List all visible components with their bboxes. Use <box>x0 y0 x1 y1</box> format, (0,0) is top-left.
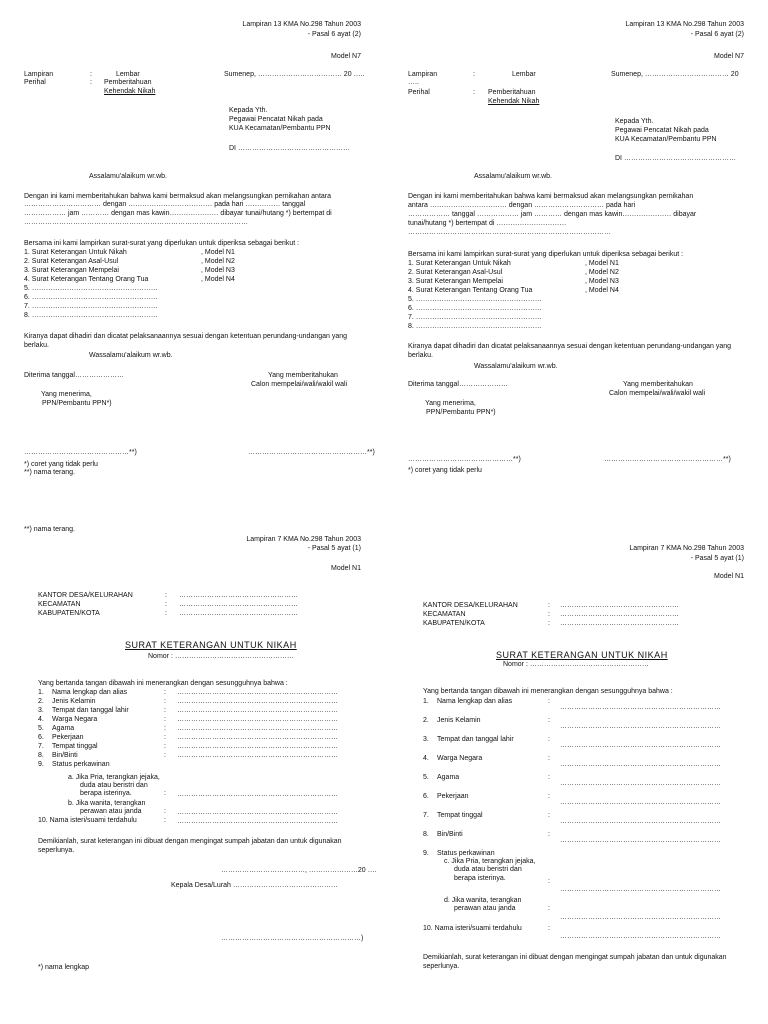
field-row <box>423 755 743 774</box>
field-label: Jenis Kelamin <box>437 717 481 724</box>
field-row <box>38 761 358 770</box>
field-label: Pekerjaan <box>437 793 469 800</box>
lampiran-header: Lampiran 13 KMA No.298 Tahun 2003 <box>242 21 361 28</box>
colon: : <box>548 717 550 724</box>
attachment-text: 7. ……………………………………………… <box>24 303 158 310</box>
perihal-value: Pemberitahuan <box>488 89 536 96</box>
field-number: 6. <box>38 734 44 741</box>
office-value: …………………………………………… <box>179 610 298 617</box>
attachment-item <box>24 294 284 303</box>
penerima-label: Yang menerima, <box>425 400 476 407</box>
colon: : <box>165 610 167 617</box>
attachment-model: , Model N3 <box>585 278 619 285</box>
field-value: …………………………………………………………… <box>560 886 721 893</box>
field-row <box>423 717 743 736</box>
field-value: …………………………………………………………… <box>560 723 721 730</box>
colon: : <box>164 716 166 723</box>
field-9-number: 9. <box>423 850 429 857</box>
colon: : <box>164 725 166 732</box>
colon: : <box>164 817 166 824</box>
kepada-line-1: Kepada Yth. <box>615 118 654 125</box>
office-value: …………………………………………… <box>179 592 298 599</box>
perihal-value-2: Kehendak Nikah <box>104 88 156 95</box>
attachment-text: 1. Surat Keterangan Untuk Nikah <box>24 249 127 256</box>
attachment-intro: Bersama ini kami lampirkan surat-surat yang diperlukan untuk diperiksa sebagai berikut : <box>24 240 300 247</box>
date-line: ………………………………, …………………20 …. <box>221 867 377 874</box>
attachment-item <box>408 323 668 332</box>
field-row <box>423 698 743 717</box>
signature-line-right: ……………………………………………**) <box>248 449 375 456</box>
status-text: perawan atau janda <box>80 808 142 815</box>
attachment-model: , Model N4 <box>585 287 619 294</box>
model-label: Model N1 <box>331 565 361 572</box>
office-label: KABUPATEN/KOTA <box>423 620 485 627</box>
di-line: DI ………………………………………… <box>229 145 350 152</box>
paragraph-line: tunai/hutang *) bertempat di ………………………… <box>408 220 567 227</box>
attachment-item <box>408 305 668 314</box>
lampiran-label: Lampiran <box>24 71 54 78</box>
field-label: Bin/Binti <box>437 831 463 838</box>
lampiran-header: Lampiran 7 KMA No.298 Tahun 2003 <box>246 536 361 543</box>
pasal-header: - Pasal 5 ayat (1) <box>690 555 744 562</box>
kepala-line: Kepala Desa/Lurah ……………………………………… <box>171 882 338 889</box>
field-row <box>38 743 358 752</box>
kepada-line-1: Kepada Yth. <box>229 107 268 114</box>
colon: : <box>164 707 166 714</box>
field-label: Tempat dan tanggal lahir <box>437 736 514 743</box>
signature-line-right: ……………………………………………**) <box>604 456 731 463</box>
lampiran-header: Lampiran 7 KMA No.298 Tahun 2003 <box>629 545 744 552</box>
status-text: b. Jika wanita, terangkan <box>68 800 146 807</box>
nomor-line: Nomor : …………………………………………… <box>148 653 294 660</box>
field-label: Nama lengkap dan alias <box>437 698 513 705</box>
colon: : <box>164 743 166 750</box>
wassalam: Wassalamu'alaikum wr.wb. <box>474 363 558 370</box>
attachment-text: 4. Surat Keterangan Tentang Orang Tua <box>408 287 533 294</box>
field-label: Tempat tinggal <box>52 743 98 750</box>
kiranya-paragraph: Kiranya dapat dihadiri dan dicatat pelaksanaannya sesuai dengan ketentuan perundang-undangan yang berlaku. <box>24 333 348 349</box>
colon: : <box>164 790 166 797</box>
attachment-model: , Model N2 <box>201 258 235 265</box>
status-text: duda atau beristri dan <box>454 866 522 873</box>
perihal-value-2: Kehendak Nikah <box>488 98 540 105</box>
colon: : <box>473 71 475 78</box>
field-number: 2. <box>38 698 44 705</box>
field-value: …………………………………………………………… <box>560 742 721 749</box>
field-value: …………………………………………………………… <box>177 707 338 714</box>
field-row <box>38 752 358 761</box>
office-row <box>38 610 358 619</box>
place-date: Sumenep, ……………………………… 20 ….. <box>224 71 365 78</box>
field-value: …………………………………………………………… <box>560 933 721 940</box>
pasal-header: - Pasal 6 ayat (2) <box>690 31 744 38</box>
demikian-paragraph: Demikianlah, surat keterangan ini dibuat dengan mengingat sumpah jabatan dan untuk digunakan seperlunya. <box>38 838 342 854</box>
field-number: 5. <box>423 774 429 781</box>
attachment-intro: Bersama ini kami lampirkan surat-surat yang diperlukan untuk diperiksa sebagai berikut : <box>408 251 684 258</box>
attachment-text: 5. ……………………………………………… <box>24 285 158 292</box>
field-row <box>423 774 743 793</box>
office-row <box>38 601 358 610</box>
field-value: …………………………………………………………… <box>177 734 338 741</box>
field-value: …………………………………………………………… <box>560 914 721 921</box>
field-label: Agama <box>437 774 460 781</box>
field-value: …………………………………………………………… <box>177 809 338 816</box>
field-number: 5. <box>38 725 44 732</box>
footnote: *) nama lengkap <box>38 964 89 971</box>
office-row <box>423 620 743 629</box>
attachment-text: 2. Surat Keterangan Asal-Usul <box>408 269 503 276</box>
document-title: SURAT KETERANGAN UNTUK NIKAH <box>496 650 668 660</box>
colon: : <box>473 89 475 96</box>
field-row <box>38 716 358 725</box>
ppn-label: PPN/Pembantu PPN*) <box>426 409 496 416</box>
field-number: 9. <box>38 761 44 768</box>
intro-line: Yang bertanda tangan dibawah ini menerangkan dengan sesungguhnya bahwa : <box>38 680 288 687</box>
model-label: Model N7 <box>331 53 361 60</box>
office-label: KANTOR DESA/KELURAHAN <box>423 602 518 609</box>
field-row <box>38 698 358 707</box>
colon: : <box>548 925 550 932</box>
model-label: Model N1 <box>714 573 744 580</box>
office-row <box>423 611 743 620</box>
wassalam: Wassalamu'alaikum wr.wb. <box>89 352 173 359</box>
paragraph-line: ……………… tanggal ……………… jam ………… dengan mas kawin………………… dibayar <box>408 211 697 218</box>
attachment-list <box>24 249 284 321</box>
calon-label: Calon mempelai/wali/wakil wali <box>609 390 706 397</box>
attachment-text: 7. ……………………………………………… <box>408 314 542 321</box>
attachment-text: 6. ……………………………………………… <box>408 305 542 312</box>
attachment-text: 3. Surat Keterangan Mempelai <box>408 278 503 285</box>
field-value: …………………………………………………………… <box>177 752 338 759</box>
colon: : <box>165 601 167 608</box>
perihal-label: Perihal <box>24 79 46 86</box>
lampiran-label: Lampiran <box>408 71 438 78</box>
office-block <box>423 602 743 629</box>
pasal-header: - Pasal 6 ayat (2) <box>307 31 361 38</box>
intro-line: Yang bertanda tangan dibawah ini menerangkan dengan sesungguhnya bahwa : <box>423 688 673 695</box>
colon: : <box>548 736 550 743</box>
field-label: Jenis Kelamin <box>52 698 96 705</box>
field-row <box>423 793 743 812</box>
colon: : <box>548 812 550 819</box>
field-label: Pekerjaan <box>52 734 84 741</box>
field-number: 8. <box>423 831 429 838</box>
ppn-label: PPN/Pembantu PPN*) <box>42 400 112 407</box>
footnote: **) nama terang. <box>24 469 75 476</box>
status-text: berapa isterinya. <box>80 790 132 797</box>
diterima-tanggal: Diterima tanggal………………… <box>408 381 508 388</box>
attachment-text: 8. ……………………………………………… <box>408 323 542 330</box>
colon: : <box>90 71 92 78</box>
field-row <box>423 831 743 850</box>
field-row <box>423 812 743 831</box>
attachment-text: 2. Surat Keterangan Asal-Usul <box>24 258 119 265</box>
place-date: Sumenep, ……………………………… 20 <box>611 71 739 78</box>
colon: : <box>548 755 550 762</box>
field-label: Warga Negara <box>52 716 98 723</box>
salam: Assalamu'alaikum wr.wb. <box>89 173 167 180</box>
colon: : <box>548 698 550 705</box>
field-value: …………………………………………………………… <box>560 780 721 787</box>
nomor-line: Nomor : …………………………………………… <box>503 661 649 668</box>
field-number: 6. <box>423 793 429 800</box>
field-label: Bin/Binti <box>52 752 78 759</box>
office-value: …………………………………………… <box>179 601 298 608</box>
diterima-tanggal: Diterima tanggal………………… <box>24 372 124 379</box>
field-label: Tempat tinggal <box>437 812 483 819</box>
colon: : <box>548 620 550 627</box>
field-number: 8. <box>38 752 44 759</box>
field-value: …………………………………………………………… <box>177 725 338 732</box>
footnote: *) coret yang tidak perlu <box>24 461 98 468</box>
status-text: c. Jika Pria, terangkan jejaka, <box>444 858 536 865</box>
kepada-line-2: Pegawai Pencatat Nikah pada <box>229 116 323 123</box>
field-list <box>38 689 358 770</box>
attachment-model: , Model N4 <box>201 276 235 283</box>
attachment-text: 4. Surat Keterangan Tentang Orang Tua <box>24 276 149 283</box>
demikian-paragraph: Demikianlah, surat keterangan ini dibuat dengan mengingat sumpah jabatan dan untuk digunakan seperlunya. <box>423 954 727 970</box>
colon: : <box>548 878 550 885</box>
paragraph-line: Dengan ini kami memberitahukan bahwa kami bermaksud akan melangsungkan pernikahan antara <box>24 193 332 200</box>
status-text: d. Jika wanita, terangkan <box>444 897 522 904</box>
colon: : <box>165 592 167 599</box>
field-row <box>38 725 358 734</box>
paragraph-line: antara …………………………… dengan ………………………… pada hari <box>408 202 636 209</box>
office-value: …………………………………………… <box>560 611 679 618</box>
field-label: Tempat dan tanggal lahir <box>52 707 129 714</box>
colon: : <box>548 793 550 800</box>
attachment-item <box>408 314 668 323</box>
colon: : <box>548 774 550 781</box>
paragraph-line: …………………………… dengan ……………………………… pada hari …………… tanggal <box>24 201 306 208</box>
attachment-text: 5. ……………………………………………… <box>408 296 542 303</box>
status-text: a. Jika Pria, terangkan jejaka, <box>68 774 160 781</box>
dots: ….. <box>408 79 419 86</box>
attachment-text: 6. ……………………………………………… <box>24 294 158 301</box>
office-row <box>423 602 743 611</box>
colon: : <box>90 79 92 86</box>
field-label: Status perkawinan <box>52 761 110 768</box>
field-value: …………………………………………………………… <box>177 743 338 750</box>
field-number: 2. <box>423 717 429 724</box>
colon: : <box>548 905 550 912</box>
attachment-list <box>408 260 668 332</box>
paragraph-line: …………………………………………………………………………… <box>408 229 611 236</box>
field-value: …………………………………………………………… <box>560 837 721 844</box>
attachment-item <box>408 287 668 296</box>
attachment-text: 8. ……………………………………………… <box>24 312 158 319</box>
attachment-text: 1. Surat Keterangan Untuk Nikah <box>408 260 511 267</box>
colon: : <box>548 831 550 838</box>
attachment-model: , Model N2 <box>585 269 619 276</box>
document-title: SURAT KETERANGAN UNTUK NIKAH <box>125 640 297 650</box>
kepada-line-3: KUA Kecamatan/Pembantu PPN <box>229 125 331 132</box>
field-row <box>38 707 358 716</box>
attachment-model: , Model N1 <box>201 249 235 256</box>
field-value: …………………………………………………………… <box>560 818 721 825</box>
attachment-item <box>24 258 284 267</box>
attachment-item <box>408 269 668 278</box>
office-label: KECAMATAN <box>38 601 81 608</box>
field-value: …………………………………………………………… <box>560 704 721 711</box>
colon: : <box>164 689 166 696</box>
field-row <box>38 734 358 743</box>
office-value: …………………………………………… <box>560 620 679 627</box>
field-value: …………………………………………………………… <box>177 716 338 723</box>
status-text: perawan atau janda <box>454 905 516 912</box>
signature-line-left: ………………………………………**) <box>408 456 521 463</box>
paragraph-line: …………………………………………………………………………………… <box>24 219 248 226</box>
field-row <box>38 689 358 698</box>
lampiran-value: Lembar <box>512 71 536 78</box>
field-value: …………………………………………………………… <box>177 698 338 705</box>
attachment-item <box>408 278 668 287</box>
perihal-label: Perihal <box>408 89 430 96</box>
salam: Assalamu'alaikum wr.wb. <box>474 173 552 180</box>
colon: : <box>548 611 550 618</box>
field-9-label: Status perkawinan <box>437 850 495 857</box>
footnote: *) coret yang tidak perlu <box>408 467 482 474</box>
field-list <box>423 698 743 850</box>
footnote: **) nama terang. <box>24 526 75 533</box>
attachment-item <box>24 303 284 312</box>
di-line: DI ………………………………………… <box>615 155 736 162</box>
field-number: 7. <box>423 812 429 819</box>
colon: : <box>164 698 166 705</box>
perihal-value: Pemberitahuan <box>104 79 152 86</box>
signature-line: ……………………………………………………) <box>221 935 364 942</box>
field-number: 1. <box>38 689 44 696</box>
attachment-item <box>408 260 668 269</box>
attachment-item <box>24 249 284 258</box>
field-label: Warga Negara <box>437 755 483 762</box>
colon: : <box>164 752 166 759</box>
paragraph-line: ……………… jam ………… dengan mas kawin………………… dibayar tunai/hutang *) bertempat di <box>24 210 332 217</box>
office-row <box>38 592 358 601</box>
colon: : <box>164 808 166 815</box>
field-value: …………………………………………………………… <box>560 761 721 768</box>
office-block <box>38 592 358 619</box>
field-number: 4. <box>423 755 429 762</box>
field-label: Nama lengkap dan alias <box>52 689 128 696</box>
office-label: KANTOR DESA/KELURAHAN <box>38 592 133 599</box>
attachment-item <box>24 267 284 276</box>
attachment-item <box>24 312 284 321</box>
status-text: berapa isterinya. <box>454 875 506 882</box>
field-10-label: 10. Nama isteri/suami terdahulu <box>423 925 522 932</box>
field-number: 1. <box>423 698 429 705</box>
colon: : <box>164 734 166 741</box>
attachment-model: , Model N1 <box>585 260 619 267</box>
pasal-header: - Pasal 5 ayat (1) <box>307 545 361 552</box>
field-value: …………………………………………………………… <box>177 791 338 798</box>
kepada-line-2: Pegawai Pencatat Nikah pada <box>615 127 709 134</box>
paragraph-line: Dengan ini kami memberitahukan bahwa kami bermaksud akan melangsungkan pernikahan <box>408 193 694 200</box>
office-label: KECAMATAN <box>423 611 466 618</box>
attachment-item <box>24 285 284 294</box>
status-text: duda atau beristri dan <box>80 782 148 789</box>
office-label: KABUPATEN/KOTA <box>38 610 100 617</box>
field-label: Agama <box>52 725 75 732</box>
field-number: 3. <box>423 736 429 743</box>
attachment-model: , Model N3 <box>201 267 235 274</box>
pemberitahu-label: Yang memberitahukan <box>623 381 693 388</box>
field-value: …………………………………………………………… <box>177 689 338 696</box>
calon-label: Calon mempelai/wali/wakil wali <box>251 381 348 388</box>
colon: : <box>548 602 550 609</box>
lampiran-value: Lembar <box>116 71 140 78</box>
penerima-label: Yang menerima, <box>41 391 92 398</box>
field-10-label: 10. Nama isteri/suami terdahulu <box>38 817 137 824</box>
pemberitahu-label: Yang memberitahukan <box>268 372 338 379</box>
kiranya-paragraph: Kiranya dapat dihadiri dan dicatat pelaksanaannya sesuai dengan ketentuan perundang-undangan yang berlaku. <box>408 343 732 359</box>
field-number: 4. <box>38 716 44 723</box>
model-label: Model N7 <box>714 53 744 60</box>
field-number: 3. <box>38 707 44 714</box>
field-number: 7. <box>38 743 44 750</box>
signature-line-left: ………………………………………**) <box>24 449 137 456</box>
attachment-text: 3. Surat Keterangan Mempelai <box>24 267 119 274</box>
field-row <box>423 736 743 755</box>
attachment-item <box>408 296 668 305</box>
field-value: …………………………………………………………… <box>177 818 338 825</box>
office-value: …………………………………………… <box>560 602 679 609</box>
field-value: …………………………………………………………… <box>560 799 721 806</box>
lampiran-header: Lampiran 13 KMA No.298 Tahun 2003 <box>625 21 744 28</box>
kepada-line-3: KUA Kecamatan/Pembantu PPN <box>615 136 717 143</box>
attachment-item <box>24 276 284 285</box>
